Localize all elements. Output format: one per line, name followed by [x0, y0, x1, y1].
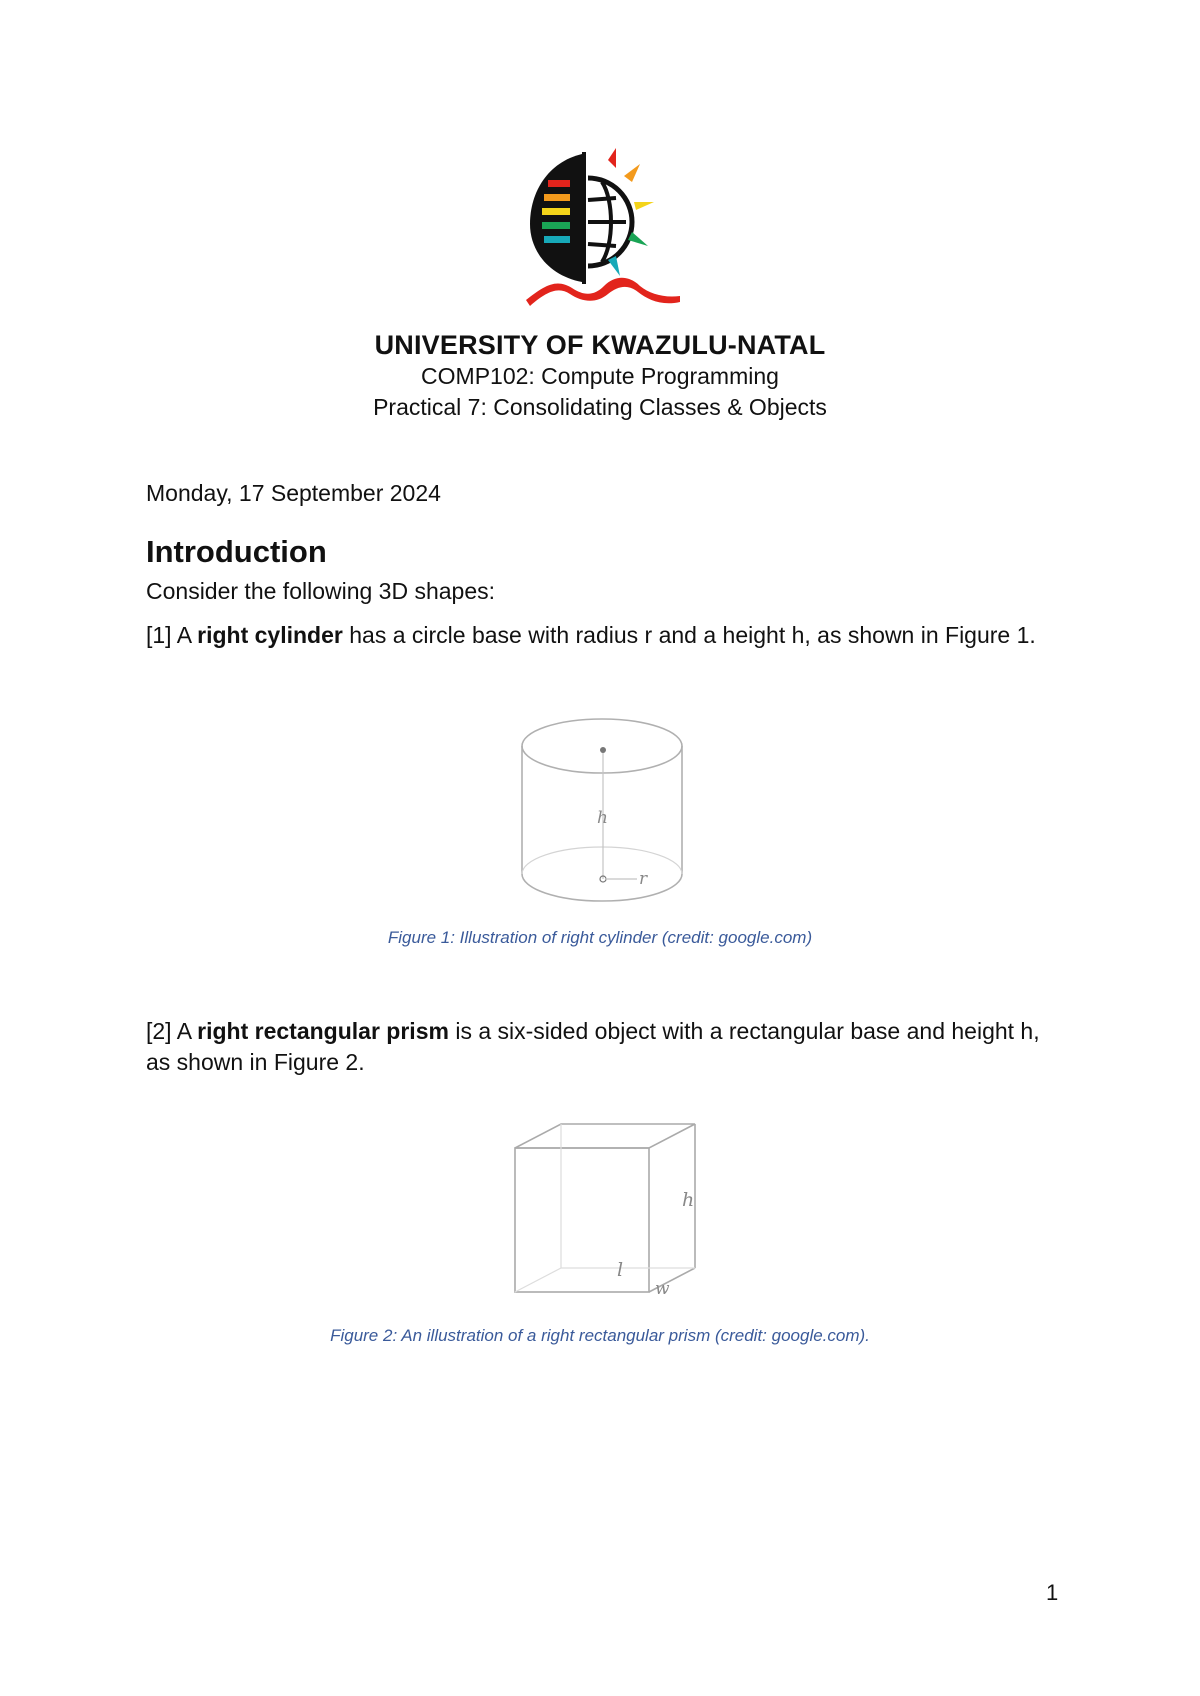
item-2-text: is a six-sided object with a rectangular base and height h, as shown in Figure 2. — [146, 1018, 1040, 1075]
page-number: 1 — [1046, 1580, 1059, 1605]
prism-label-h: h — [682, 1189, 695, 1211]
logo-shield-left — [530, 154, 582, 282]
logo-ray-yellow — [634, 202, 654, 210]
logo-wave — [526, 278, 680, 306]
logo-ray-green — [628, 232, 648, 246]
cylinder-figure — [515, 712, 690, 912]
figure-2-caption: Figure 2: An illustration of a right rectangular prism (credit: google.com). — [330, 1326, 870, 1345]
intro-paragraph: Consider the following 3D shapes: — [146, 578, 496, 604]
university-name: UNIVERSITY OF KWAZULU-NATAL — [374, 330, 826, 360]
prism-figure — [505, 1112, 705, 1302]
item-1-term: right cylinder — [197, 622, 343, 648]
logo-bar-teal — [544, 236, 570, 243]
prism-label-w: w — [655, 1279, 670, 1299]
section-heading: Introduction — [146, 534, 327, 569]
item-2-term: right rectangular prism — [197, 1018, 449, 1044]
cylinder-label-r: r — [639, 869, 648, 889]
item-1-text: has a circle base with radius r and a height h, as shown in Figure 1. — [342, 622, 1036, 648]
prism-label-l: l — [617, 1259, 624, 1281]
logo-bar-yellow — [542, 208, 570, 215]
course-title: COMP102: Compute Programming — [421, 363, 779, 389]
cylinder-top-center — [600, 747, 606, 753]
cylinder-bottom-back — [522, 847, 682, 874]
logo-divider — [582, 152, 586, 284]
logo-ray-orange — [624, 164, 640, 182]
logo-bar-green — [542, 222, 570, 229]
item-1-paragraph — [146, 620, 1046, 651]
item-2-prefix: [2] A — [146, 1018, 198, 1044]
logo-bar-orange — [544, 194, 570, 201]
document-date: Monday, 17 September 2024 — [146, 480, 441, 506]
item-2-paragraph — [146, 1016, 1046, 1078]
cylinder-bottom-front — [522, 874, 682, 901]
cylinder-top — [522, 719, 682, 773]
logo-ray-red — [608, 148, 616, 168]
practical-title: Practical 7: Consolidating Classes & Objects — [373, 394, 827, 420]
figure-1-caption: Figure 1: Illustration of right cylinder (credit: google.com) — [387, 928, 813, 947]
prism-hidden-left — [515, 1268, 561, 1292]
university-logo — [520, 140, 690, 310]
cylinder-label-h: h — [597, 808, 608, 828]
logo-bar-red — [548, 180, 570, 187]
item-1-prefix: [1] A — [146, 622, 198, 648]
prism-front-face — [515, 1148, 649, 1292]
prism-top-face — [515, 1124, 695, 1148]
